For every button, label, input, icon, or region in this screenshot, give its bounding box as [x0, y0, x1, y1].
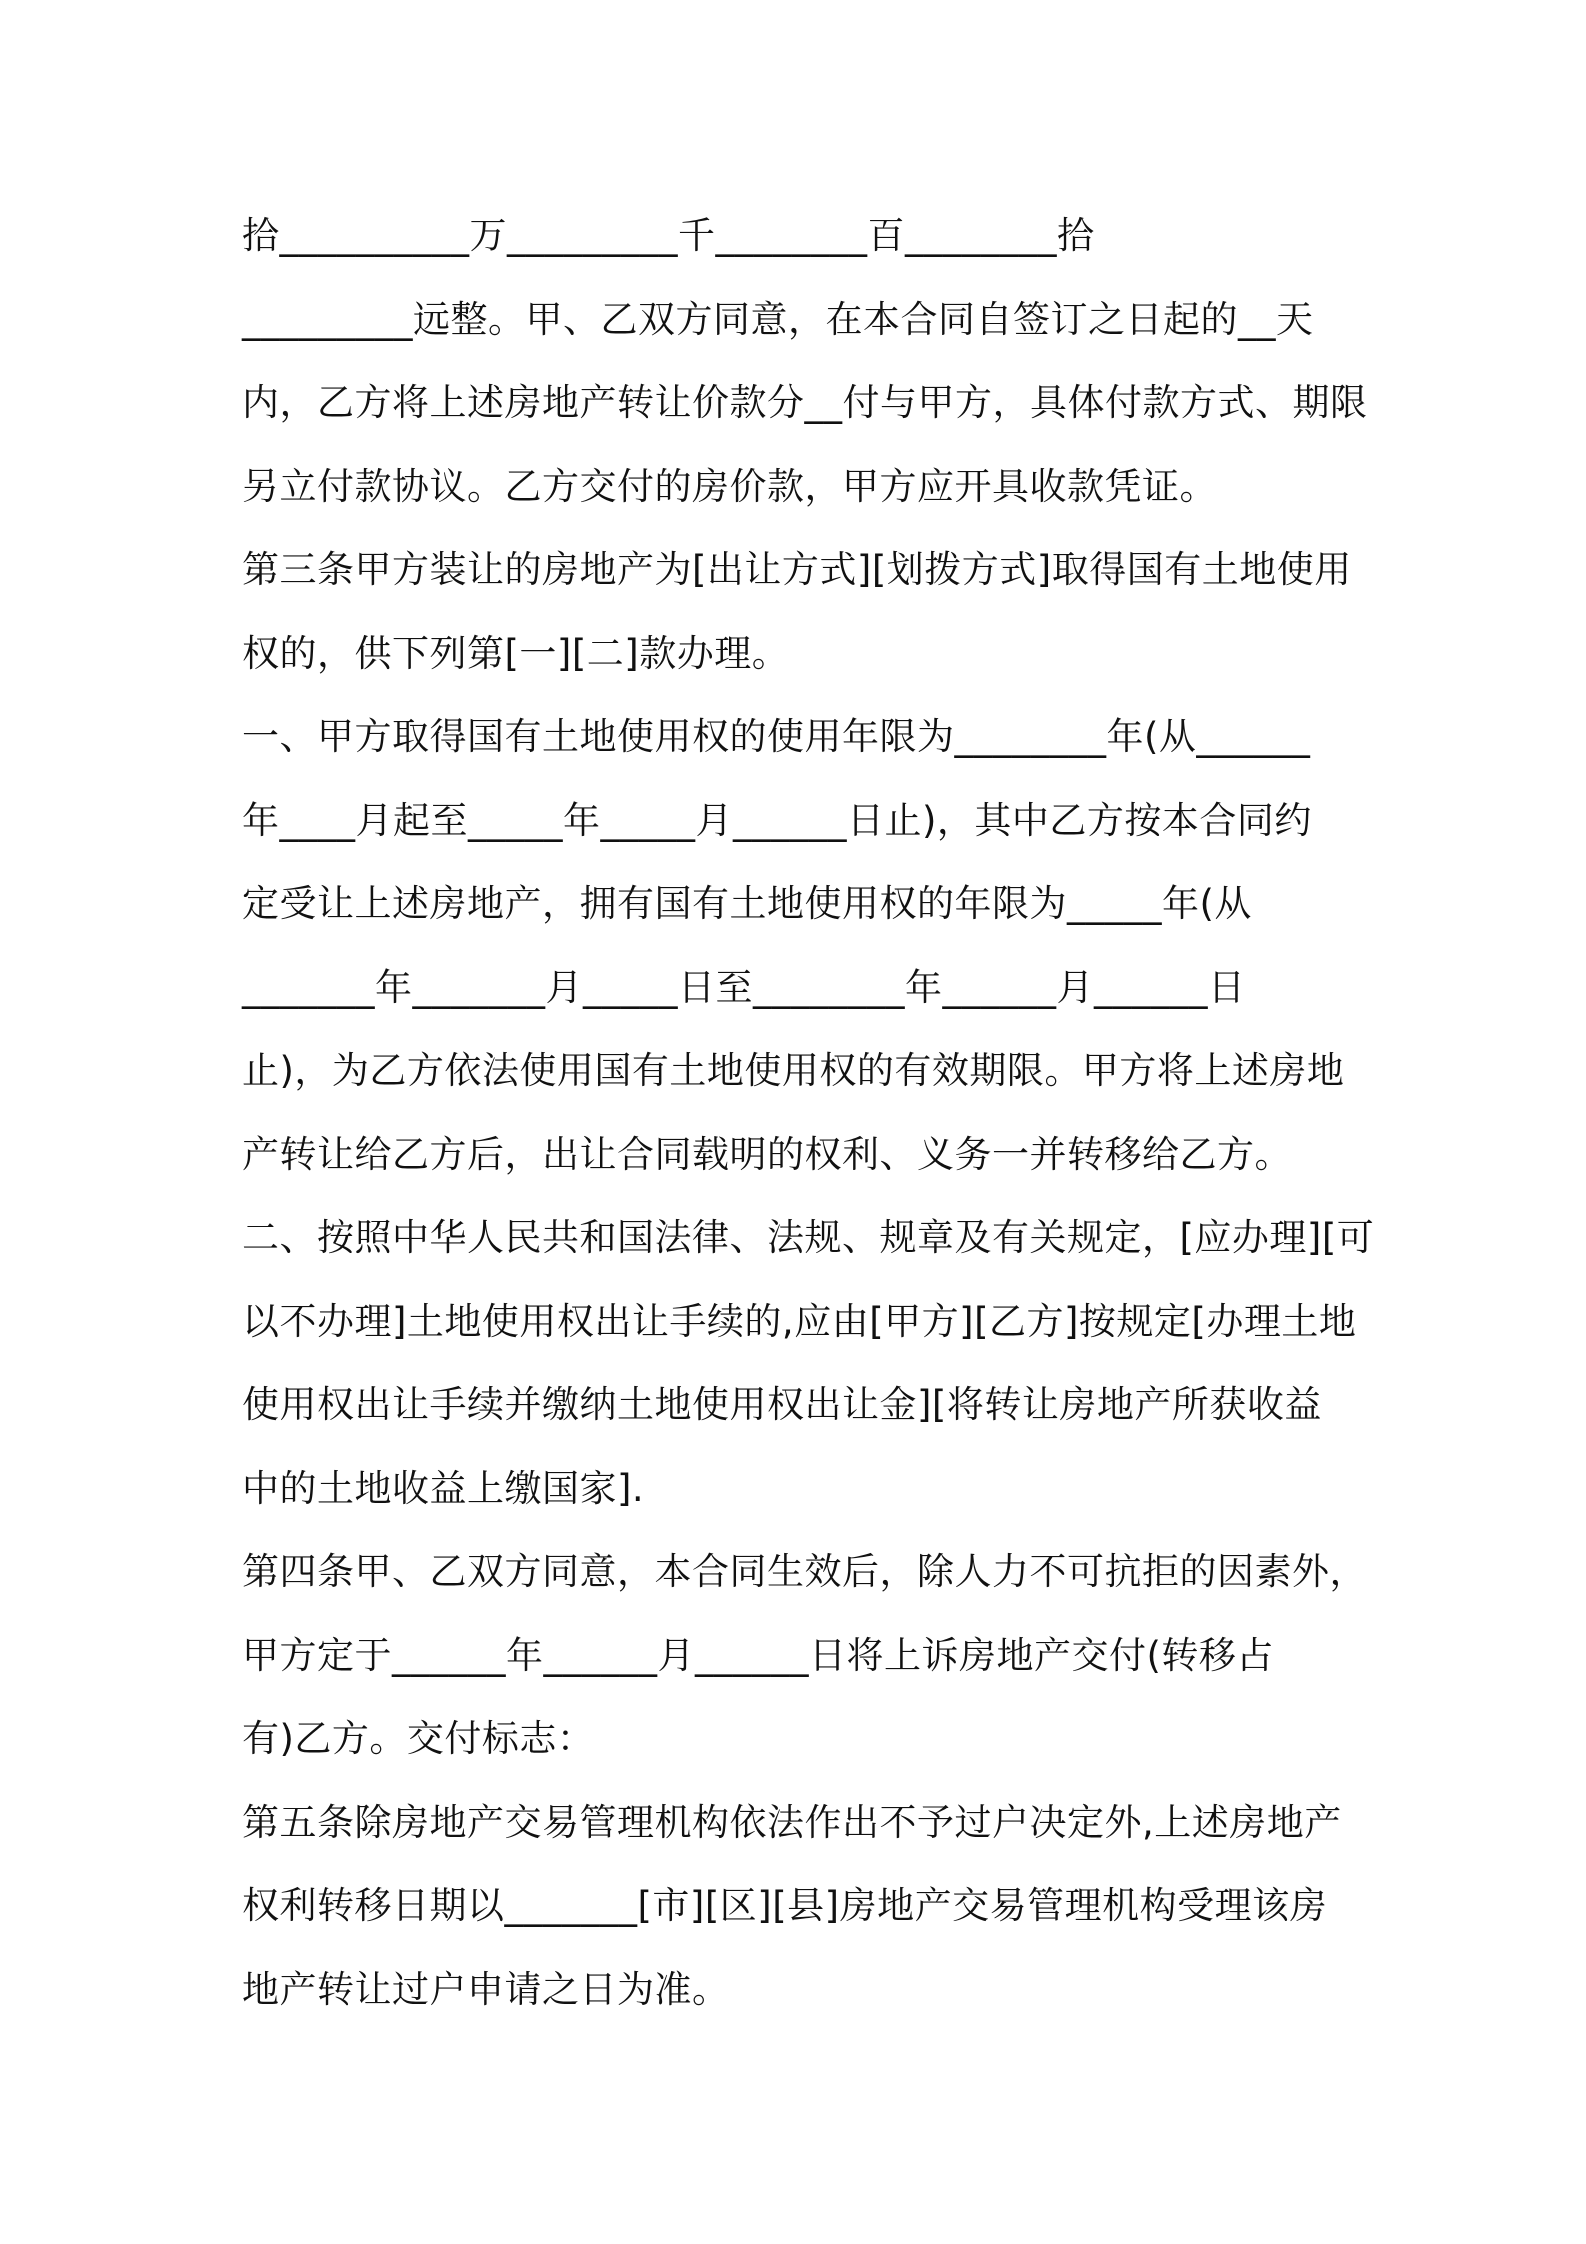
- article-3-line-2: 权的，供下列第[一][二]款办理。: [242, 631, 790, 675]
- text-line-4: 另立付款协议。乙方交付的房价款，甲方应开具收款凭证。: [242, 464, 1217, 508]
- clause-1-line-2: 年____月起至_____年_____月______日止)，其中乙方按本合同约: [242, 798, 1312, 842]
- clause-1-line-6: 产转让给乙方后，出让合同载明的权利、义务一并转移给乙方。: [242, 1132, 1292, 1176]
- article-5-line-3: 地产转让过户申请之日为准。: [242, 1967, 730, 2011]
- article-4-line-3: 有)乙方。交付标志：: [242, 1717, 595, 1760]
- clause-1-line-3: 定受让上述房地产，拥有国有土地使用权的年限为_____年(从: [242, 882, 1252, 925]
- text-line-1: 拾__________万_________千________百________拾: [242, 214, 1095, 257]
- article-3-line-1: 第三条甲方装让的房地产为[出让方式][划拨方式]取得国有土地使用: [242, 548, 1352, 591]
- article-4-line-1: 第四条甲、乙双方同意，本合同生效后，除人力不可抗拒的因素外，: [242, 1550, 1367, 1593]
- article-4-line-2: 甲方定于______年______月______日将上诉房地产交付(转移占: [242, 1633, 1274, 1677]
- clause-1-line-4: _______年_______月_____日至________年______月______日: [242, 965, 1246, 1009]
- clause-2-line-2: 以不办理]土地使用权出让手续的,应由[甲方][乙方]按规定[办理土地: [242, 1299, 1357, 1343]
- article-5-line-2: 权利转移日期以_______[市][区][县]房地产交易管理机构受理该房: [242, 1884, 1328, 1927]
- clause-1-line-1: 一、甲方取得国有土地使用权的使用年限为________年(从______: [242, 715, 1311, 758]
- clause-2-line-4: 中的土地收益上缴国家].: [242, 1466, 645, 1510]
- article-5-line-1: 第五条除房地产交易管理机构依法作出不予过户决定外,上述房地产: [242, 1800, 1342, 1844]
- clause-1-line-5: 止)，为乙方依法使用国有土地使用权的有效期限。甲方将上述房地: [242, 1049, 1345, 1092]
- text-line-2: _________远整。甲、乙双方同意，在本合同自签订之日起的__天: [242, 297, 1314, 341]
- document-page: [242, 194, 1375, 2031]
- clause-2-line-3: 使用权出让手续并缴纳土地使用权出让金][将转让房地产所获收益: [242, 1383, 1322, 1426]
- text-line-3: 内，乙方将上述房地产转让价款分__付与甲方，具体付款方式、期限: [242, 381, 1368, 424]
- clause-2-line-1: 二、按照中华人民共和国法律、法规、规章及有关规定，[应办理][可: [242, 1216, 1375, 1259]
